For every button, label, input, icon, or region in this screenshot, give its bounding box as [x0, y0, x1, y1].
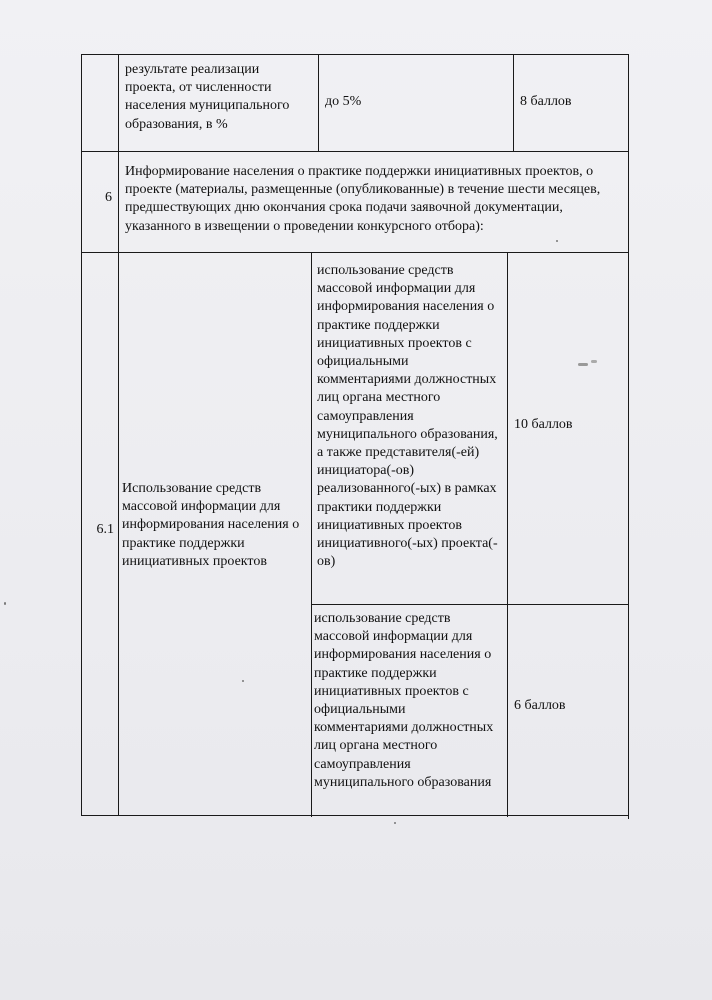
table-border-bottom	[81, 815, 629, 816]
row-6-1-criterion: Использование средств массовой информации для информирования населения о практике поддержки инициативных проектов	[122, 481, 300, 569]
row61-divider-2	[507, 252, 508, 817]
number-column-divider	[118, 54, 119, 816]
top-row-criterion: результате реализации проекта, от численности населения муниципального образования, в %	[125, 62, 290, 132]
scan-speck	[578, 363, 588, 366]
scan-speck	[556, 240, 558, 242]
top-row-divider-1	[318, 54, 319, 151]
table-border-left	[81, 54, 82, 815]
scan-speck	[394, 822, 396, 824]
row-6-text: Информирование населения о практике поддержки инициативных проектов, о проекте (материалы, размещенные (опубликованные) в течение шести месяцев, предшествующих дню окончания срока подачи заявочной документации, указанного в извещении о проведении конкурсного отбора):	[125, 164, 601, 234]
scan-speck	[591, 360, 597, 363]
row-6-number: 6	[105, 190, 112, 205]
table-border-top	[81, 54, 629, 55]
scan-speck	[4, 602, 6, 605]
row-6-1-option-2-condition: использование средств массовой информации для информирования населения о практике поддержки инициативных проектов с официальными комментариями должностных лиц органа местного самоуправления муниципального образования	[314, 611, 494, 790]
row-6-1-option-2-score: 6 баллов	[514, 698, 566, 713]
row-divider-1	[81, 151, 629, 152]
top-row-divider-2	[513, 54, 514, 151]
row61-option-divider	[311, 604, 629, 605]
scan-speck	[242, 680, 244, 682]
row-6-1-option-1-condition: использование средств массовой информации для информирования населения о практике поддержки инициативных проектов с официальными комментариями должностных лиц органа местного самоуправления муниципального образования, а также представителя(-ей) инициатора(-ов) реализованного(-ых) в рамках практики поддержки инициативных проектов инициативного(-ых) проекта(-ов)	[317, 263, 498, 570]
row-6-1-number: 6.1	[96, 522, 114, 537]
top-row-score: 8 баллов	[520, 94, 572, 109]
table-border-right	[628, 54, 629, 819]
row-6-1-option-1-score: 10 баллов	[514, 417, 573, 432]
top-row-condition: до 5%	[325, 94, 362, 109]
row-divider-2	[81, 252, 629, 253]
